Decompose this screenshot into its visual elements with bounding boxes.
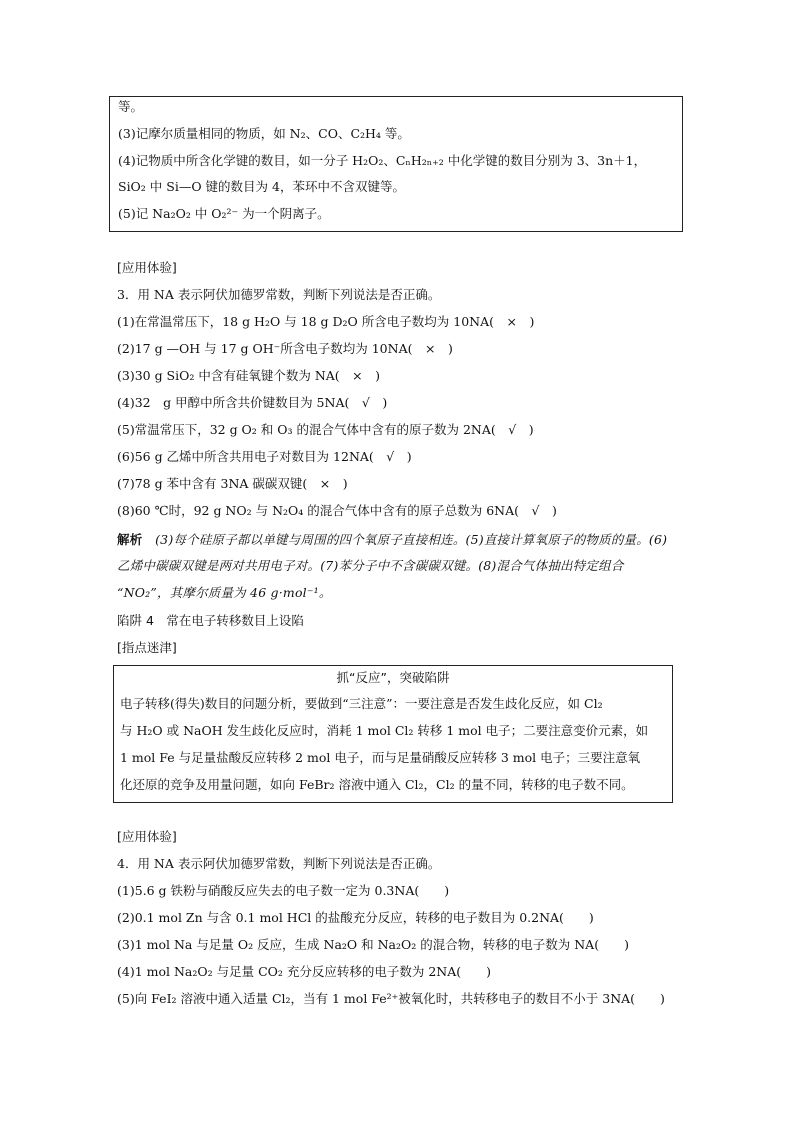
tips-box-line: 化还原的竞争及用量问题，如向 FeBr₂ 溶液中通入 Cl₂，Cl₂ 的量不同，转移的电子数不同。 <box>120 777 634 792</box>
question-item: (4)32 g 甲醇中所含共价键数目为 5NA( √ ) <box>117 395 388 410</box>
question-item: (4)1 mol Na₂O₂ 与足量 CO₂ 充分反应转移的电子数为 2NA( ) <box>117 964 492 979</box>
trap-subheading: [指点迷津] <box>117 640 177 655</box>
question-stem: 3．用 NA 表示阿伏加德罗常数，判断下列说法是否正确。 <box>117 287 441 302</box>
analysis-label: 解析 <box>117 532 143 547</box>
question-item: (3)1 mol Na 与足量 O₂ 反应，生成 Na₂O 和 Na₂O₂ 的混合物，转移的电子数为 NA( ) <box>117 937 629 952</box>
analysis-line: 乙烯中碳碳双键是两对共用电子对。(7)苯分子中不含碳碳双键。(8)混合气体抽出特定组合 <box>117 558 624 573</box>
question-item: (8)60 ℃时，92 g NO₂ 与 N₂O₄ 的混合气体中含有的原子总数为 6NA( √ ) <box>117 503 557 518</box>
tips-box-line: 电子转移(得失)数目的问题分析，要做到“三注意”：一要注意是否发生歧化反应，如 Cl₂ <box>120 696 603 711</box>
question-item: (5)向 FeI₂ 溶液中通入适量 Cl₂，当有 1 mol Fe²⁺被氧化时，共转移电子的数目不小于 3NA( ) <box>117 991 665 1006</box>
tips-box-line: 1 mol Fe 与足量盐酸反应转移 2 mol 电子，而与足量硝酸反应转移 3 mol 电子；三要注意氧 <box>120 750 641 765</box>
question-item: (1)在常温常压下，18 g H₂O 与 18 g D₂O 所含电子数均为 10NA( × ) <box>117 314 535 329</box>
question-item: (5)常温常压下，32 g O₂ 和 O₃ 的混合气体中含有的原子数为 2NA( √ ) <box>117 422 534 437</box>
analysis-line <box>117 530 667 550</box>
question-item: (6)56 g 乙烯中所含共用电子对数目为 12NA( √ ) <box>117 449 412 464</box>
analysis-text: (3)每个硅原子都以单键与周围的四个氧原子直接相连。(5)直接计算氧原子的物质的量。(6) <box>142 532 668 547</box>
question-item: (7)78 g 苯中含有 3NA 碳碳双键( × ) <box>117 476 348 491</box>
question-item: (3)30 g SiO₂ 中含有硅氧键个数为 NA( × ) <box>117 368 381 383</box>
box1-line: (5)记 Na₂O₂ 中 O₂²⁻ 为一个阴离子。 <box>118 206 330 221</box>
box1-line: (3)记摩尔质量相同的物质，如 N₂、CO、C₂H₄ 等。 <box>118 126 410 141</box>
box1-line: SiO₂ 中 Si—O 键的数目为 4，苯环中不含双键等。 <box>118 179 405 194</box>
question-item: (2)17 g —OH 与 17 g OH⁻所含电子数均为 10NA( × ) <box>117 341 453 356</box>
trap-title: 陷阱 4 常在电子转移数目上设陷 <box>117 613 304 628</box>
section-heading: [应用体验] <box>117 829 177 844</box>
tips-box-continued <box>109 96 683 232</box>
section-heading: [应用体验] <box>117 260 177 275</box>
analysis-line: “NO₂”，其摩尔质量为 46 g·mol⁻¹。 <box>117 585 332 600</box>
question-stem: 4．用 NA 表示阿伏加德罗常数，判断下列说法是否正确。 <box>117 856 441 871</box>
box1-line: (4)记物质中所含化学键的数目，如一分子 H₂O₂、CₙH₂ₙ₊₂ 中化学键的数目分别为 3、3n＋1， <box>118 153 647 168</box>
question-item: (2)0.1 mol Zn 与含 0.1 mol HCl 的盐酸充分反应，转移的电子数目为 0.2NA( ) <box>117 910 594 925</box>
box1-line: 等。 <box>118 99 144 114</box>
tips-box <box>113 665 673 803</box>
tips-box-title: 抓“反应”，突破陷阱 <box>336 670 450 685</box>
tips-box-line: 与 H₂O 或 NaOH 发生歧化反应时，消耗 1 mol Cl₂ 转移 1 mol 电子；二要注意变价元素，如 <box>120 723 649 738</box>
question-item: (1)5.6 g 铁粉与硝酸反应失去的电子数一定为 0.3NA( ) <box>117 883 450 898</box>
